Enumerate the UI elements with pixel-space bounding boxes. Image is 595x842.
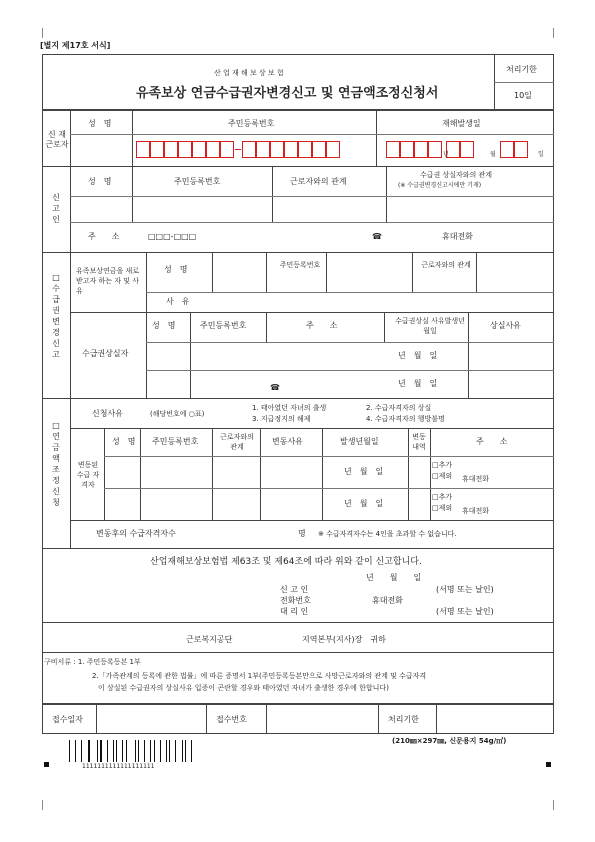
deceased-name-label: 성 명 xyxy=(88,119,112,128)
deceased-name-field[interactable] xyxy=(72,136,130,164)
reporter-rrn-field[interactable] xyxy=(134,198,270,220)
reporter-signature[interactable]: (서명 또는 날인) xyxy=(436,585,494,594)
changer-label: 변동된 수급 자격자 xyxy=(76,461,100,489)
deceased-section-label: 신 재 근로자 xyxy=(45,130,69,149)
crop-mark xyxy=(553,800,554,810)
loss-relation-label: 수급권 상실자와의 관계 xyxy=(420,171,493,179)
reporter-section-label: 신고인 xyxy=(52,193,60,224)
deadline-value: 10일 xyxy=(514,91,532,100)
loser-row1-date: 년 월 일 xyxy=(398,351,438,360)
reporter-sign-label: 신 고 인 xyxy=(280,585,309,594)
adjust-row1-remove[interactable]: □제외 xyxy=(432,472,453,480)
received-no-label: 접수번호 xyxy=(216,715,247,724)
form-id: [별지 제17호 서식] xyxy=(40,41,111,50)
new-heir-reason-label: 사 유 xyxy=(166,297,190,306)
loser-col-rrn: 주민등록번호 xyxy=(200,321,247,330)
adjust-row2-date: 년 월 일 xyxy=(344,499,384,508)
loser-col-name: 성 명 xyxy=(152,321,176,330)
received-no-field[interactable] xyxy=(268,706,376,732)
loser-row2-date: 년 월 일 xyxy=(398,379,438,388)
deadline-label: 처리기한 xyxy=(506,65,537,74)
new-heir-label: 유족보상연금을 새로 받고자 하는 자 및 사유 xyxy=(76,267,140,295)
deceased-rrn-label: 주민등록번호 xyxy=(228,119,275,128)
barcode-text: 1111111111111111111 xyxy=(82,763,155,770)
accident-date-field[interactable] xyxy=(386,141,550,161)
reporter-name-field[interactable] xyxy=(72,198,130,220)
loser-col-address: 주 소 xyxy=(306,321,338,330)
adjust-section-label: □연금액조정신청 xyxy=(52,421,60,507)
reason-option-1[interactable]: 1. 태아였던 자녀의 출생 xyxy=(252,404,327,412)
new-heir-relation-label: 근로자와의 관계 xyxy=(421,261,471,269)
loss-relation-note: (※ 수급권변경신고시에만 기재) xyxy=(398,182,482,189)
adjust-col-name: 성 명 xyxy=(112,437,136,446)
attachment-1: 구비서류 : 1. 주민등록등본 1부 xyxy=(44,658,141,666)
recipient-org: 근로복지공단 xyxy=(186,635,233,644)
phone-number-label: 전화번호 xyxy=(280,596,311,605)
adjust-row2-mobile: 휴대전화 xyxy=(462,507,490,515)
reason-option-4[interactable]: 4. 수급자격자의 행방불명 xyxy=(366,415,445,423)
crop-mark xyxy=(553,28,554,38)
form-subtitle: 산 업 재 해 보 상 보 험 xyxy=(214,69,284,77)
adjust-row1-mobile: 휴대전화 xyxy=(462,475,490,483)
new-heir-rrn-label: 주민등록번호 xyxy=(279,261,321,269)
adjust-col-reason: 변동사유 xyxy=(272,437,303,446)
proxy-label: 대 리 인 xyxy=(280,607,309,616)
reporter-name-label: 성 명 xyxy=(88,177,112,186)
declaration-text: 산업재해보상보험법 제63조 및 제64조에 따라 위와 같이 신고합니다. xyxy=(150,557,422,567)
new-heir-relation-field[interactable] xyxy=(478,254,552,290)
adjust-col-date: 발생년월일 xyxy=(340,437,379,446)
reporter-rrn-label: 주민등록번호 xyxy=(174,177,221,186)
declaration-mobile-label: 휴대전화 xyxy=(372,596,403,605)
footer-deadline-label: 처리기한 xyxy=(388,715,419,724)
received-date-label: 접수일자 xyxy=(52,715,83,724)
reason-option-2[interactable]: 2. 수급자격자의 상실 xyxy=(366,404,432,412)
adjust-row2-remove[interactable]: □제외 xyxy=(432,504,453,512)
loser-col-reason: 상실사유 xyxy=(490,321,521,330)
adjust-row2-add[interactable]: □추가 xyxy=(432,493,453,501)
attachment-2b: 이 상실된 수급권자의 상실사유 입증이 곤란할 경우와 태아였던 자녀가 출생한 경우에 한합니다) xyxy=(98,684,389,692)
adjust-col-relation: 근로자와의 관계 xyxy=(220,433,254,451)
adjust-row1-date: 년 월 일 xyxy=(344,467,384,476)
count-unit: 명 xyxy=(298,529,306,538)
received-date-field[interactable] xyxy=(98,706,204,732)
count-note: ※ 수급자격자수는 4인을 초과할 수 없습니다. xyxy=(318,530,457,538)
form-header xyxy=(42,54,554,110)
phone-icon: ☎ xyxy=(270,383,280,392)
barcode xyxy=(69,740,194,762)
new-heir-name-label: 성 명 xyxy=(164,265,188,274)
reporter-relation-label: 근로자와의 관계 xyxy=(290,177,347,186)
attachment-2: 2.「가족관계의 등록에 관한 법률」에 따른 증명서 1부(주민등록등본만으로 사망근로자와의 관계 및 수급자격 xyxy=(92,672,427,680)
loser-row1[interactable] xyxy=(148,344,468,368)
new-heir-name-field[interactable] xyxy=(214,254,264,290)
paper-spec: (210㎜×297㎜, 신문용지 54g/㎡) xyxy=(392,737,507,745)
registration-mark xyxy=(44,762,49,767)
recipient-branch: 지역본부(지사)장 귀하 xyxy=(302,635,386,644)
adjust-reason-note: (해당번호에 ○표) xyxy=(150,410,205,418)
new-heir-reason-field[interactable] xyxy=(214,294,552,310)
count-label: 변동후의 수급자격자수 xyxy=(96,529,176,538)
crop-mark xyxy=(42,800,43,810)
loser-col-date: 수급권상실 사유발생년월일 xyxy=(395,317,465,335)
month-label: 월 xyxy=(490,151,496,158)
reporter-address-label: 주 소 xyxy=(88,232,120,241)
adjust-row1-add[interactable]: □추가 xyxy=(432,461,453,469)
loser-label: 수급권상실자 xyxy=(82,349,129,358)
deceased-date-label: 재해발생일 xyxy=(442,119,481,128)
year-label: 년 xyxy=(443,151,449,158)
proxy-signature[interactable]: (서명 또는 날인) xyxy=(436,607,494,616)
adjust-reason-label: 신청사유 xyxy=(92,409,123,418)
new-heir-rrn-field[interactable] xyxy=(328,254,410,290)
adjust-col-change: 변동 내역 xyxy=(412,433,426,451)
reporter-relation-field[interactable] xyxy=(274,198,384,220)
adjust-col-address: 주 소 xyxy=(476,437,508,446)
change-section-label: □수급권변경신고 xyxy=(52,273,60,359)
declaration-date: 년 월 일 xyxy=(366,573,422,582)
reporter-mobile-label: 휴대전화 xyxy=(442,232,473,241)
crop-mark xyxy=(42,28,43,38)
registration-mark xyxy=(546,762,551,767)
day-label: 일 xyxy=(538,151,544,158)
phone-icon: ☎ xyxy=(372,232,382,241)
reporter-address-field[interactable]: □□□-□□□ xyxy=(148,232,197,241)
loser-row2[interactable] xyxy=(148,372,378,396)
form-title: 유족보상 연금수급권자변경신고 및 연금액조정신청서 xyxy=(136,86,439,101)
deceased-rrn-field[interactable] xyxy=(136,141,360,161)
reason-option-3[interactable]: 3. 지급정지의 해제 xyxy=(252,415,311,423)
adjust-col-rrn: 주민등록번호 xyxy=(152,437,199,446)
